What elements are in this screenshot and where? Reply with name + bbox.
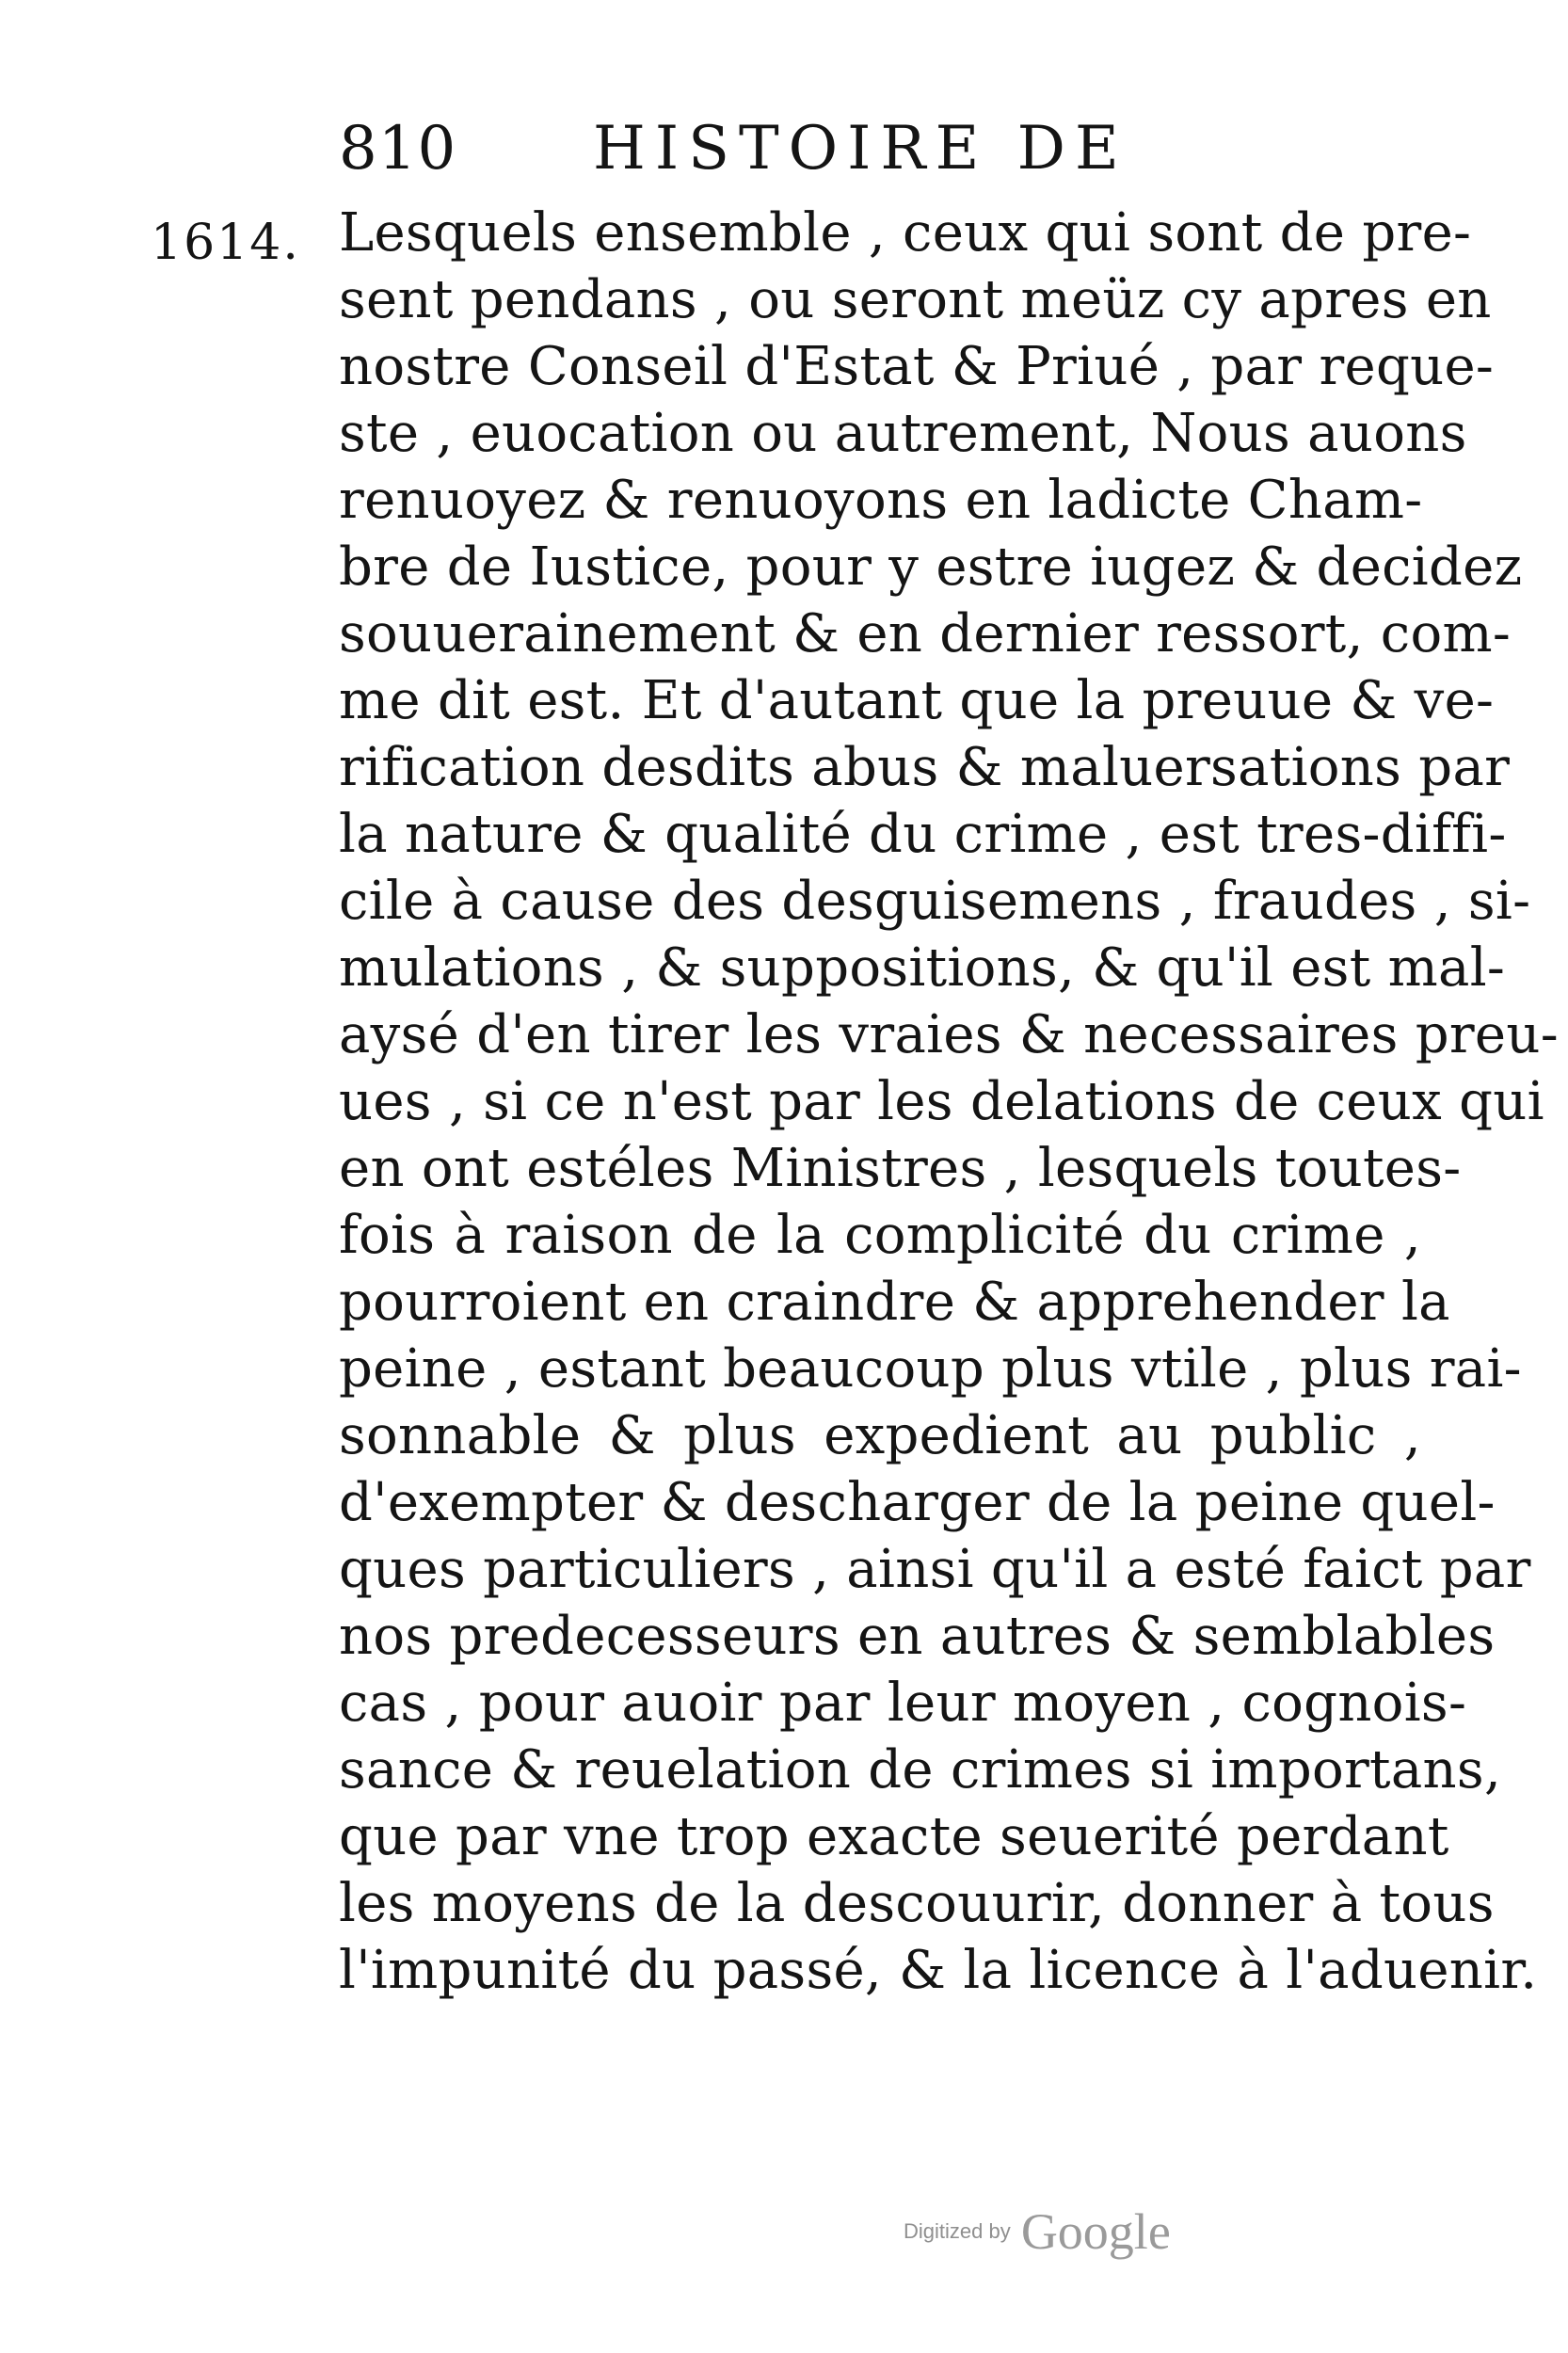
text-line: cas , pour auoir par leur moyen , cognois- [339,1673,1467,1734]
running-head [339,111,1280,186]
text-line: renuoyez & renuoyons en ladicte Cham- [339,470,1423,531]
google-logo: Google [1020,2203,1171,2260]
text-line: peine , estant beaucoup plus vtile , plus rai- [339,1338,1522,1400]
text-line: mulations , & suppositions, & qu'il est mal- [339,937,1506,999]
text-line: pourroient en craindre & apprehender la [339,1272,1450,1333]
page-number: 810 [339,114,457,184]
text-line: l'impunité du passé, & la licence à l'aduenir. [339,1940,1538,2001]
text-line: les moyens de la descouurir, donner à tous [339,1873,1495,1934]
text-line: cile à cause des desguisemens , fraudes , si- [339,871,1531,932]
text-line: bre de Iustice, pour y estre iugez & decidez [339,536,1523,598]
text-line: fois à raison de la complicité du crime , [339,1205,1421,1266]
text-line: Lesquels ensemble , ceux qui sont de pre- [339,202,1472,264]
running-title: HISTOIRE DE [593,114,1128,184]
digitized-by-label: Digitized by [904,2219,1011,2243]
text-line: que par vne trop exacte seuerité perdant [339,1806,1449,1867]
text-line: sonnable & plus expedient au public , [339,1405,1421,1466]
text-line: ques particuliers , ainsi qu'il a esté faict par [339,1539,1531,1600]
text-line: la nature & qualité du crime , est tres-diffi- [339,804,1507,865]
text-line: nos predecesseurs en autres & semblables [339,1606,1496,1667]
text-line: sent pendans , ou seront meüz cy apres en [339,269,1492,330]
text-line: d'exempter & descharger de la peine quel- [339,1472,1496,1533]
text-line: aysé d'en tirer les vraies & necessaires preu- [339,1004,1559,1065]
text-line: ues , si ce n'est par les delations de ceux qui [339,1071,1544,1132]
digitized-watermark [904,2202,1280,2268]
margin-year-note: 1614. [151,215,300,271]
text-line: nostre Conseil d'Estat & Priué , par reque- [339,336,1495,397]
text-line: me dit est. Et d'autant que la preuue & ve- [339,670,1495,731]
body-text [339,200,1559,2004]
text-line: sance & reuelation de crimes si importans, [339,1739,1502,1801]
text-line: ste , euocation ou autrement, Nous auons [339,403,1467,464]
text-line: souuerainement & en dernier ressort, com- [339,603,1512,664]
text-line: rification desdits abus & maluersations par [339,737,1511,798]
text-line: en ont estéles Ministres , lesquels toutes- [339,1138,1462,1199]
